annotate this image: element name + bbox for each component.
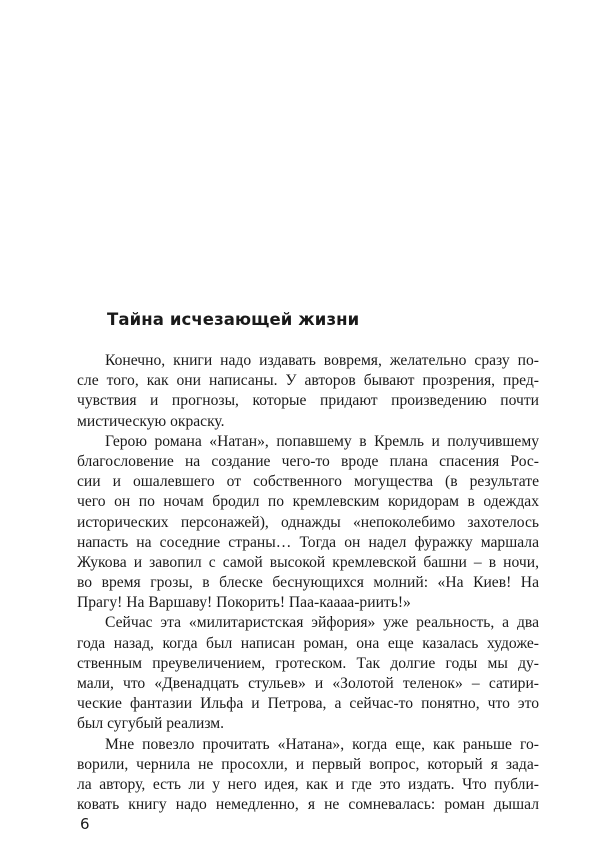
- text-line: чего он по ночам бродил по кремлевским коридорам в одеждах: [77, 493, 539, 511]
- text-line: Прагу! На Варшаву! Покорить! Паа-каааа-риить!»: [77, 594, 411, 612]
- text-line: сии и ошалевшего от собственного могущества (в результате: [77, 473, 539, 491]
- text-line: Конечно, книги надо издавать вовремя, желательно сразу по-: [105, 352, 539, 369]
- text-line: Сейчас эта «милитаристская эйфория» уже реальность, а два: [105, 614, 539, 632]
- text-line: ческие фантазии Ильфа и Петрова, а сейчас-то понятно, что это: [77, 695, 539, 713]
- text-line: был сугубый реализм.: [77, 715, 225, 733]
- text-line: мали, что «Двенадцать стульев» и «Золотой теленок» – сатири-: [77, 675, 539, 692]
- text-line: сле того, как они написаны. У авторов бывают прозрения, пред-: [77, 372, 539, 390]
- text-line: исторических персонажей), однажды «непоколебимо захотелось: [77, 513, 539, 531]
- text-line: во время грозы, в блеске беснующихся молний: «На Киев! На: [77, 574, 539, 592]
- text-line: мистическую окраску.: [77, 412, 225, 430]
- text-line: Жукова и завопил с самой высокой кремлевской башни – в ночи,: [77, 553, 539, 571]
- chapter-heading: Тайна исчезающей жизни: [107, 310, 360, 329]
- text-line: чувствия и прогнозы, которые придают произведению почти: [77, 392, 539, 410]
- text-line: года назад, когда был написан роман, она еще казалась художе-: [77, 634, 539, 652]
- text-line: ла автору, есть ли у него идея, как и где это издать. Что публи-: [77, 775, 539, 793]
- text-line: напасть на соседние страны… Тогда он надел фуражку маршала: [77, 533, 539, 551]
- body-text: [77, 351, 539, 815]
- text-line: ворили, чернила не просохли, и первый вопрос, который я зада-: [77, 755, 539, 773]
- text-line: Герою романа «Натан», попавшему в Кремль и получившему: [105, 432, 539, 450]
- text-line: ственным преувеличением, гротеском. Так долгие годы мы ду-: [77, 654, 539, 672]
- text-line: Мне повезло прочитать «Натана», когда еще, как раньше го-: [105, 735, 539, 753]
- page-number: 6: [80, 815, 90, 833]
- text-line: благословение на создание чего-то вроде плана спасения Рос-: [77, 452, 539, 470]
- text-line: ковать книгу надо немедленно, я не сомневалась: роман дышал: [77, 796, 539, 814]
